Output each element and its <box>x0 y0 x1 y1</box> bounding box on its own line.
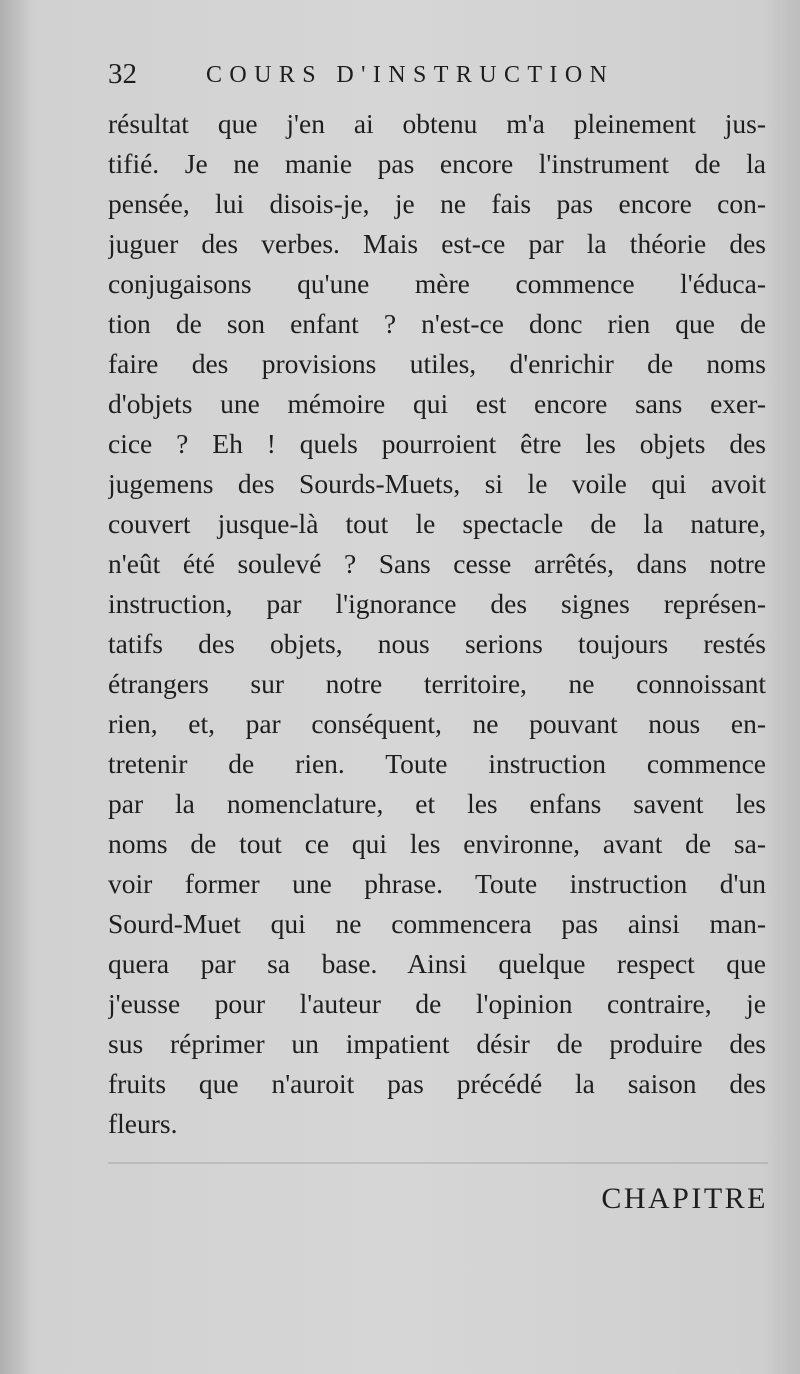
text-line: Sourd-Muet qui ne commencera pas ainsi man- <box>108 908 766 939</box>
spine-shadow <box>0 0 30 1374</box>
text-line: conjugaisons qu'une mère commence l'éduca- <box>108 268 766 299</box>
text-line: noms de tout ce qui les environne, avant de sa- <box>108 828 766 859</box>
text-line: tifié. Je ne manie pas encore l'instrument de la <box>108 148 766 179</box>
text-line: pensée, lui disois-je, je ne fais pas encore con- <box>108 188 766 219</box>
text-line: voir former une phrase. Toute instruction d'un <box>108 868 766 899</box>
body-text <box>108 104 766 1144</box>
text-line: résultat que j'en ai obtenu m'a pleinement jus- <box>108 108 766 139</box>
text-line: fruits que n'auroit pas précédé la saison des <box>108 1068 766 1099</box>
text-line: sus réprimer un impatient désir de produire des <box>108 1028 766 1059</box>
text-line: j'eusse pour l'auteur de l'opinion contraire, je <box>108 988 766 1019</box>
page-number: 32 <box>108 58 137 90</box>
text-line: par la nomenclature, et les enfans savent les <box>108 788 766 819</box>
text-line: tretenir de rien. Toute instruction commence <box>108 748 766 779</box>
text-line: couvert jusque-là tout le spectacle de la nature, <box>108 508 766 539</box>
page-header <box>108 58 768 98</box>
text-line: d'objets une mémoire qui est encore sans exer- <box>108 388 766 419</box>
text-line: faire des provisions utiles, d'enrichir de noms <box>108 348 766 379</box>
text-line: tion de son enfant ? n'est-ce donc rien que de <box>108 308 766 339</box>
text-line: cice ? Eh ! quels pourroient être les objets des <box>108 428 766 459</box>
text-line: instruction, par l'ignorance des signes représen- <box>108 588 766 619</box>
text-line: quera par sa base. Ainsi quelque respect que <box>108 948 766 979</box>
text-line: rien, et, par conséquent, ne pouvant nous en- <box>108 708 766 739</box>
text-line: juguer des verbes. Mais est-ce par la théorie des <box>108 228 766 259</box>
text-line: jugemens des Sourds-Muets, si le voile qui avoit <box>108 468 766 499</box>
text-line: fleurs. <box>108 1108 178 1139</box>
running-head: COURS D'INSTRUCTION <box>206 62 615 88</box>
text-line: n'eût été soulevé ? Sans cesse arrêtés, dans notre <box>108 548 766 579</box>
bleed-through-rule <box>108 1162 768 1164</box>
catchword: CHAPITRE <box>601 1182 768 1215</box>
text-line: tatifs des objets, nous serions toujours restés <box>108 628 766 659</box>
text-line: étrangers sur notre territoire, ne connoissant <box>108 668 766 699</box>
